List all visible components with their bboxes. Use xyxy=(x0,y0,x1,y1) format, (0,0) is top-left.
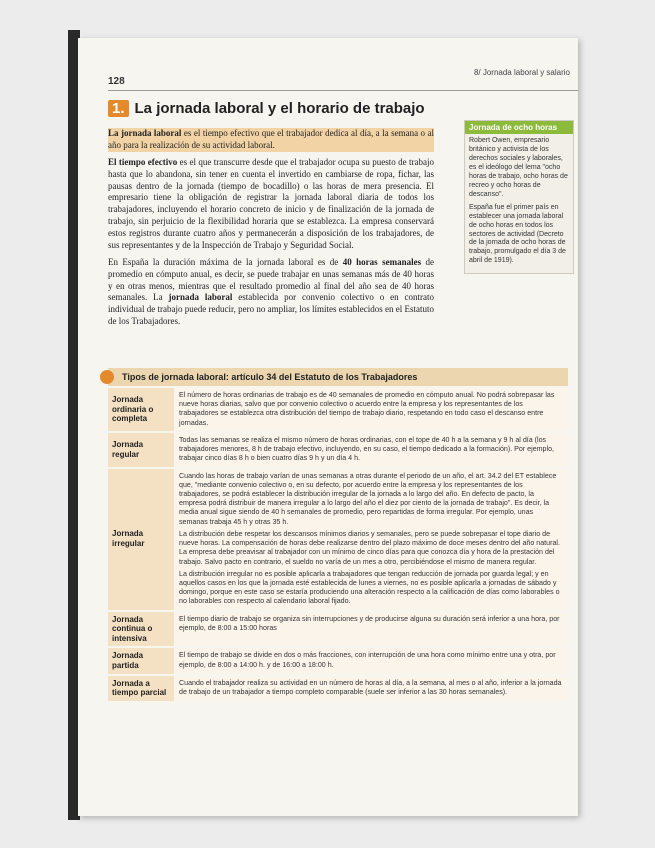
text-fragment: En España la duración máxima de la jornada laboral es de xyxy=(108,256,343,267)
main-text xyxy=(108,128,434,333)
row-paragraph: Cuando las horas de trabajo varían de unas semanas a otras durante el periodo de un año, el art. 34.2 del ET establece que, "mediante convenio colectivo o, en su defecto, por acuerdo entre la empresa y los representantes de los trabajadores, se podrá establecer la distribución irregular de la jornada a lo largo del año. En defecto de pacto, la empresa podrá distribuir de manera irregular a lo largo del año el diez por ciento de la jornada de trabajo". Es decir, la media anual sigue siendo de 40 h semanales de promedio, pero repartidas de forma irregular. Por ejemplo, unas semanas trabaja 45 h y otras 35 h. xyxy=(179,471,557,526)
row-label: Jornada irregular xyxy=(112,529,145,549)
table-rows xyxy=(108,386,568,701)
section-title-text: La jornada laboral y el horario de trabajo xyxy=(134,100,425,117)
running-head: 8/ Jornada laboral y salario xyxy=(473,68,570,77)
page-number: 128 xyxy=(108,76,125,87)
tiempo-efectivo-text: es el que transcurre desde que el trabajador ocupa su puesto de trabajo hasta que lo abandona, sin tener en cuenta el invertido en cambiarse de ropa, fichar, las pausas dentro de la jornada (tiempo de bocadillo) o las horas de mera presencia. El empresario tiene la obligación de registrar la jornada laboral diaria de todos los trabajadores, incluyendo el horario concreto de inicio y de finalización de la jornada de trabajo, sin perjuicio de la flexibilidad horaria que se establezca. La empresa conservará estos registros durante cuatro años y permanecerán a disposición de los trabajadores, de sus representantes y de la Inspección de Trabajo y Seguridad Social. xyxy=(108,156,434,250)
header-rule xyxy=(108,90,578,91)
jornada-types-table xyxy=(108,368,568,701)
table-title: Tipos de jornada laboral: artículo 34 del Estatuto de los Trabajadores xyxy=(122,372,418,382)
term-jornada: La jornada laboral xyxy=(108,128,182,138)
section-title xyxy=(108,100,425,117)
row-label: Jornada partida xyxy=(112,651,144,670)
paragraph-definition xyxy=(108,128,434,152)
row-text xyxy=(174,433,568,467)
bold-fragment: 40 horas semanales xyxy=(342,256,422,267)
row-label: Jornada regular xyxy=(112,440,144,459)
paragraph-duracion xyxy=(108,257,434,328)
row-paragraph: La distribución irregular no es posible aplicarla a trabajadores que tengan reducción de jornada por guarda legal; y en aquellos casos en los que la jornada esté establecida de lunes a viernes, no es posible aplicarla a jornadas de sábado y domingo, porque en este caso se estaría produciendo una alteración respecto a la calificación de días como laborables o no laborables con respecto al calendario laboral fijado. xyxy=(179,569,560,606)
term-tiempo-efectivo: El tiempo efectivo xyxy=(108,156,178,167)
text-fragment: establecida por convenio colectivo o en contrato individual de trabajo puede reducir, pero no ampliar, los límites establecidos en el Estatuto de los Trabajadores. xyxy=(108,292,434,327)
row-label: Jornada a tiempo parcial xyxy=(112,678,167,698)
row-text xyxy=(174,676,568,701)
sidebar-paragraph: Robert Owen, empresario británico y activista de los derechos sociales y laborales, es el ideólogo del lema "ocho horas de trabajo, ocho horas de recreo y ocho horas de descanso". xyxy=(469,137,568,198)
paragraph-tiempo-efectivo xyxy=(108,157,434,252)
row-paragraph: La distribución debe respetar los descansos mínimos diarios y semanales, pero se puede sobrepasar el tope diario de nueve horas. La compensación de horas debe realizarse dentro del plazo máximo de doce meses dentro del año natural. La empresa debe preavisar al trabajador con un mínimo de cinco días para que conozca día y hora de la prestación del trabajo. Salvo pacto en contrario, el sueldo no varía de un mes a otro, percibiéndose el mismo de manera regular. xyxy=(179,529,560,566)
definition-text: es el tiempo efectivo que el trabajador dedica al día, a la semana o al año para la realización de su actividad laboral. xyxy=(108,128,434,150)
book-page xyxy=(78,38,578,816)
table-row xyxy=(108,610,568,647)
table-row xyxy=(108,386,568,431)
sidebar-box xyxy=(464,120,574,274)
text-fragment: de promedio en cómputo anual, es decir, se puede trabajar en unas semanas más de 40 horas y en otras menos, mientras que el resultado promedio al final del año sea de 40 horas semanales. La xyxy=(108,256,435,303)
table-row xyxy=(108,646,568,673)
row-paragraph: Cuando el trabajador realiza su actividad en un número de horas al día, a la semana, al mes o al año, inferior a la jornada de trabajo de un trabajador a tiempo completo comparable (suele ser inferior a las 30 horas semanales). xyxy=(179,678,562,696)
bullet-icon xyxy=(100,370,114,384)
section-number: 1. xyxy=(108,100,129,117)
row-text xyxy=(174,388,568,431)
sidebar-title: Jornada de ocho horas xyxy=(465,121,573,134)
sidebar-paragraph: España fue el primer país en establecer una jornada laboral de ocho horas en todos los sectores de actividad (Decreto de la jornada de ocho horas de trabajo, promulgado el día 3 de abril de 1919). xyxy=(469,203,566,265)
row-paragraph: El tiempo diario de trabajo se organiza sin interrupciones y de producirse alguna su duración será inferior a una hora, por ejemplo, de 8:00 a 15:00 horas xyxy=(179,614,560,632)
row-label: Jornada continua o intensiva xyxy=(112,614,153,643)
row-paragraph: El número de horas ordinarias de trabajo es de 40 semanales de promedio en cómputo anual. No podrá sobrepasar las nueve horas diarias, salvo que por convenio colectivo o acuerdo entre la empresa y los representantes de los trabajadores se establezca otra distribución del tiempo de trabajo diario, respetando en todo caso el descanso entre jornadas. xyxy=(179,391,555,427)
row-label: Jornada ordinaria o completa xyxy=(112,395,154,424)
row-text xyxy=(174,612,568,647)
row-text xyxy=(174,469,568,610)
row-paragraph: Todas las semanas se realiza el mismo número de horas ordinarias, con el tope de 40 h a la semana y 9 h al día (los trabajadores menores, 8 h de trabajo efectivo, incluyendo, en su caso, el tiempo dedicado a la formación). Por ejemplo, trabajar cinco días 8 h o bien cuatro días 9 h y un día 4 h. xyxy=(179,435,554,463)
table-row xyxy=(108,431,568,467)
table-row xyxy=(108,467,568,610)
table-header xyxy=(108,368,568,386)
bold-fragment: jornada laboral xyxy=(168,292,233,303)
row-paragraph: El tiempo de trabajo se divide en dos o más fracciones, con interrupción de una hora como mínimo entre una y otra, por ejemplo, de 8:00 a 14:00 h. y de 16:00 a 18:00 h. xyxy=(179,651,556,669)
table-row xyxy=(108,674,568,701)
row-text xyxy=(174,648,568,673)
